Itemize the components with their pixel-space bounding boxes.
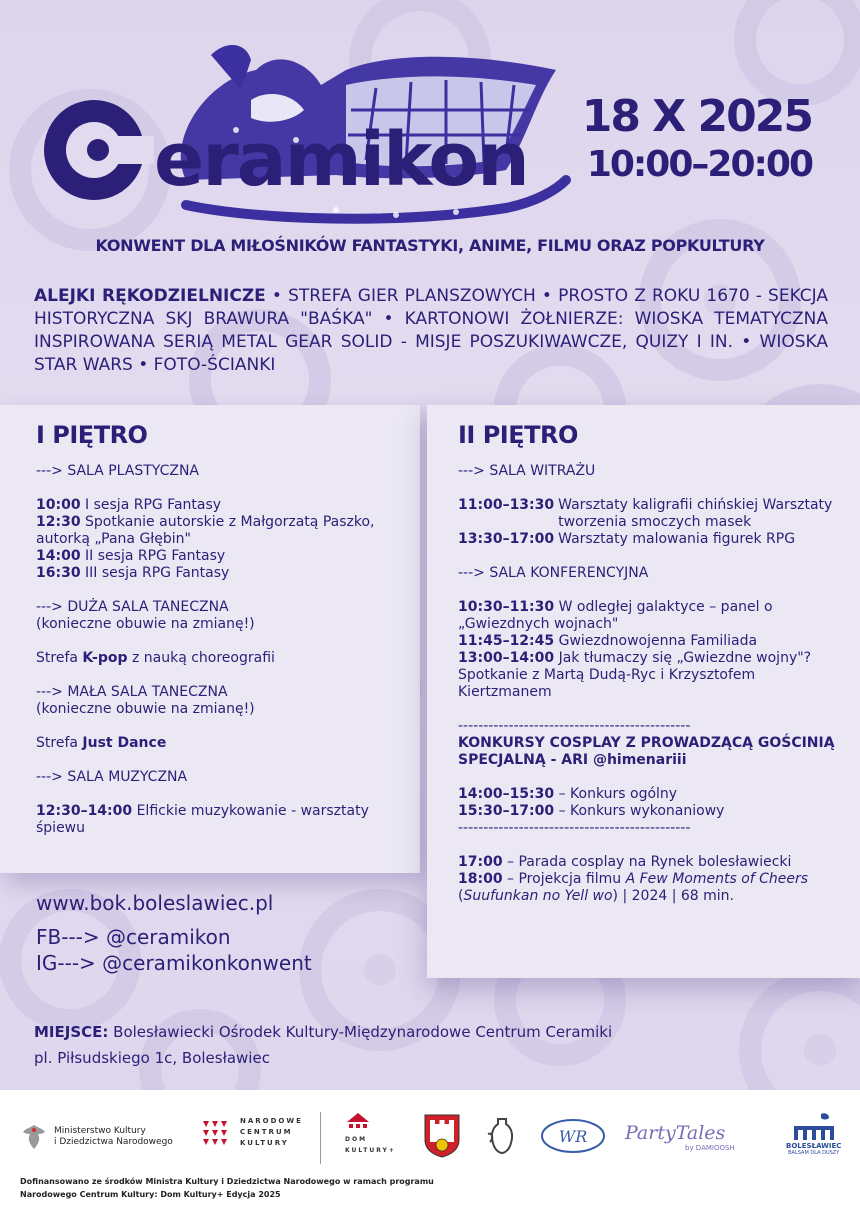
vase-icon [484, 1116, 520, 1156]
floor1-title: I PIĘTRO [36, 421, 148, 449]
ceramikon-logo [36, 30, 596, 225]
eagle-emblem-icon [20, 1122, 48, 1152]
facebook-link[interactable]: FB---> @ceramikon [36, 925, 231, 949]
partytales-logo: PartyTales by DAMIOOSH [625, 1122, 735, 1152]
event-hours: 10:00–20:00 [586, 143, 812, 185]
logo-wordmark: eramikon [154, 117, 528, 203]
schedule-item: 10:30–11:30 W odległej galaktyce – panel o „Gwiezdnych wojnach" [458, 599, 773, 632]
venue-label: MIEJSCE: [34, 1023, 109, 1041]
attractions-lead: ALEJKI RĘKODZIELNICZE [34, 286, 266, 306]
coat-of-arms-logo [422, 1112, 462, 1158]
schedule-item: 10:00 I sesja RPG Fantasy [36, 497, 222, 513]
kpop-zone: Strefa K-pop z nauką choreografii [36, 650, 275, 666]
schedule-item: 13:00–14:00 Jak tłumaczy się „Gwiezdne wojny"? Spotkanie z Martą Dudą-Ryc i Krzysztofem Kiertzmanem [458, 650, 812, 700]
schedule-item: 14:00–15:30 – Konkurs ogólny [458, 786, 678, 802]
event-date-block [582, 92, 812, 186]
venue-name: Bolesławiecki Ośrodek Kultury-Międzynarodowe Centrum Ceramiki [108, 1023, 613, 1041]
room-sala-muzyczna: ---> SALA MUZYCZNA [36, 769, 188, 785]
schedule-item: 12:30–14:00 Elfickie muzykowanie - warsztaty śpiewu [36, 803, 369, 836]
room-note: (konieczne obuwie na zmianę!) [36, 701, 255, 717]
room-sala-konferencyjna: ---> SALA KONFERENCYJNA [458, 565, 649, 581]
nck-logo: NARODOWE CENTRUM KULTURY [200, 1116, 303, 1149]
schedule-item: 11:00–13:30 Warsztaty kaligrafii chińskiej Warsztaty tworzenia smoczych masek [458, 497, 833, 530]
just-dance-zone: Strefa Just Dance [36, 735, 167, 751]
dom-kultury-logo: DOM KULTURY+ [345, 1112, 396, 1156]
room-duza-sala-taneczna: ---> DUŻA SALA TANECZNA [36, 599, 229, 615]
social-links [36, 924, 312, 976]
funding-note: Dofinansowano ze środków Ministra Kultury i Dziedzictwa Narodowego w ramach programu Narodowego Centrum Kultury: Dom Kultury+ Edycja 2025 [20, 1177, 434, 1199]
schedule-item: 13:30–17:00 Warsztaty malowania figurek RPG [458, 531, 796, 547]
schedule-item: 14:00 II sesja RPG Fantasy [36, 548, 226, 564]
schedule-item: 11:45–12:45 Gwiezdnowojenna Familiada [458, 633, 758, 649]
floor2-title: II PIĘTRO [458, 421, 578, 449]
divider-bottom: ---------------------------------------------- [458, 820, 691, 836]
event-subtitle: KONWENT DLA MIŁOŚNIKÓW FANTASTYKI, ANIME, FILMU ORAZ POPKULTURY [95, 236, 765, 255]
svg-text:WR: WR [558, 1127, 588, 1146]
boleslawiec-logo: BOLESŁAWIEC BALSAM DLA DUSZY [786, 1112, 841, 1156]
sponsor-logos [0, 1108, 860, 1168]
instagram-link[interactable]: IG---> @ceramikonkonwent [36, 951, 312, 975]
house-icon [345, 1112, 371, 1134]
wr-logo [540, 1118, 606, 1154]
schedule-item: 18:00 – Projekcja filmu A Few Moments of Cheers (Suufunkan no Yell wo) | 2024 | 68 min. [458, 871, 809, 904]
floor1-schedule [36, 421, 406, 837]
ceramics-logo [484, 1116, 520, 1156]
wr-oval-icon [540, 1118, 606, 1154]
attractions-list [34, 285, 828, 377]
attractions-rest: • STREFA GIER PLANSZOWYCH • PROSTO Z ROKU 1670 - SEKCJA HISTORYCZNA SKJ BRAWURA "BAŚKA" • KARTONOWI ŻOŁNIERZE: WIOSKA TEMATYCZNA INSPIROWANA SERIĄ METAL GEAR SOLID - MISJE POSZUKIWAWCZE, QUIZY I IN. • WIOSKA STAR WARS • FOTO-ŚCIANKI [34, 286, 829, 375]
schedule-item: 15:30–17:00 – Konkurs wykonaniowy [458, 803, 725, 819]
bridge-bird-icon [791, 1112, 837, 1142]
divider-top: ---------------------------------------------- [458, 718, 691, 734]
ministry-logo: Ministerstwo Kultury i Dziedzictwa Narodowego [20, 1122, 173, 1152]
venue-address: pl. Piłsudskiego 1c, Bolesławiec [34, 1049, 270, 1067]
room-mala-sala-taneczna: ---> MAŁA SALA TANECZNA [36, 684, 228, 700]
event-date: 18 X 2025 [581, 91, 812, 142]
schedule-item: 17:00 – Parada cosplay na Rynek bolesławiecki [458, 854, 792, 870]
floor2-schedule [458, 421, 848, 905]
venue-info [34, 1019, 612, 1071]
cosplay-title: KONKURSY COSPLAY Z PROWADZĄCĄ GOŚCINIĄ SPECJALNĄ - ARI @himenariii [458, 735, 835, 768]
footer-divider [320, 1112, 321, 1164]
nck-pattern-icon [200, 1117, 234, 1149]
schedule-item: 12:30 Spotkanie autorskie z Małgorzatą Paszko, autorką „Pana Głębin" [36, 514, 375, 547]
coat-of-arms-icon [422, 1112, 462, 1158]
room-note: (konieczne obuwie na zmianę!) [36, 616, 255, 632]
schedule-item: 16:30 III sesja RPG Fantasy [36, 565, 230, 581]
room-sala-plastyczna: ---> SALA PLASTYCZNA [36, 463, 199, 479]
website-link[interactable]: www.bok.boleslawiec.pl [36, 891, 274, 915]
room-sala-witrazu: ---> SALA WITRAŻU [458, 463, 596, 479]
